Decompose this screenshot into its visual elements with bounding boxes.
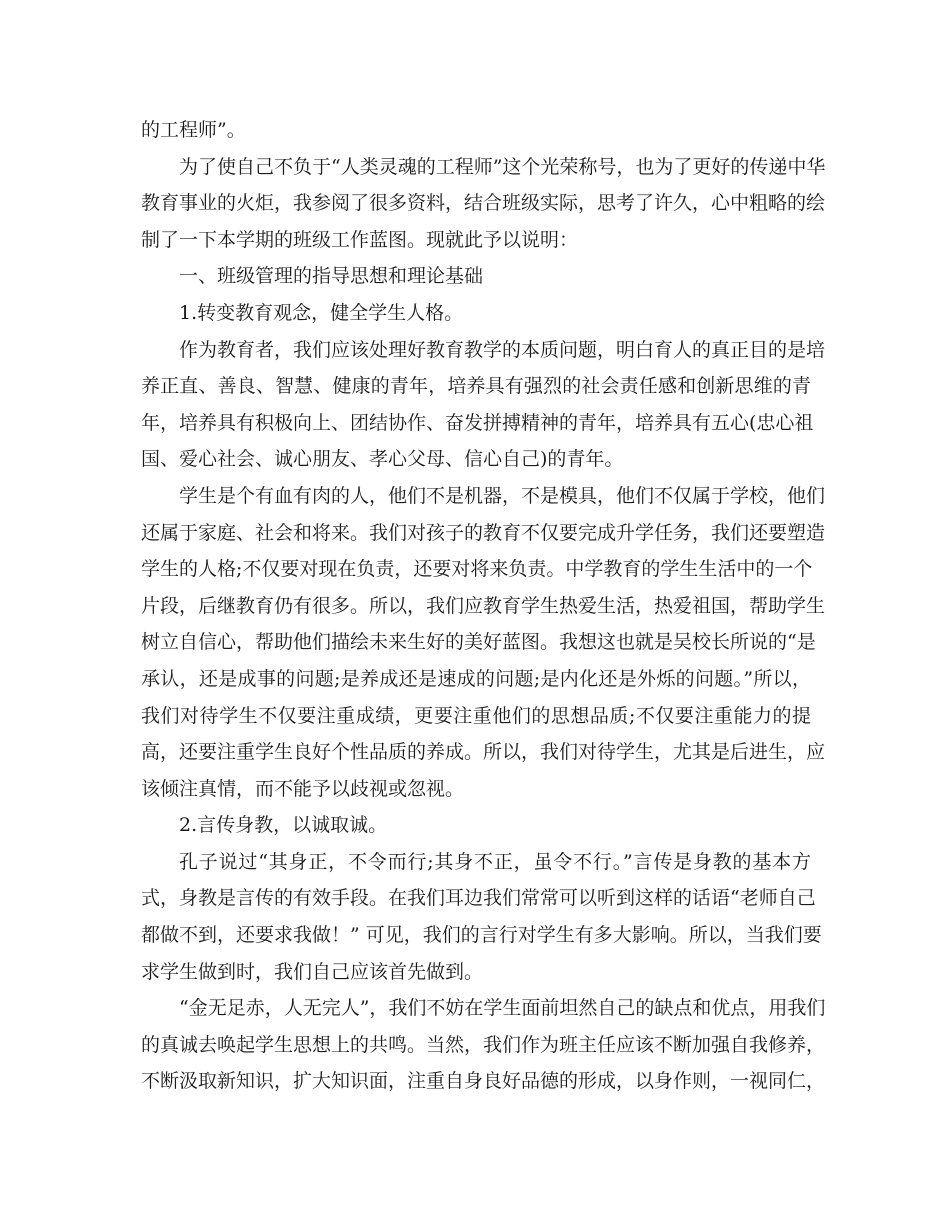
text-line: 还属于家庭、社会和将来。我们对孩子的教育不仅要完成升学任务，我们还要塑造 (141, 521, 826, 544)
text-line: 年，培养具有积极向上、团结协作、奋发拼搏精神的青年，培养具有五心(忠心祖 (141, 411, 814, 434)
text-line: 不断汲取新知识，扩大知识面，注重自身良好品德的形成，以身作则，一视同仁， (141, 1070, 826, 1093)
document-body (141, 112, 826, 1100)
text-line: 学生是个有血有肉的人，他们不是机器，不是模具，他们不仅属于学校，他们 (179, 484, 826, 507)
text-line: 教育事业的火炬，我参阅了很多资料，结合班级实际，思考了许久，心中粗略的绘 (141, 192, 826, 215)
text-line: 孔子说过“其身正，不令而行;其身不正，虽令不行。”言传是身教的基本方 (179, 850, 811, 873)
text-line: 为了使自己不负于“人类灵魂的工程师”这个光荣称号，也为了更好的传递中华 (179, 155, 826, 178)
text-line: 一、班级管理的指导思想和理论基础 (179, 265, 484, 288)
text-line: 作为教育者，我们应该处理好教育教学的本质问题，明白育人的真正目的是培 (179, 338, 826, 361)
text-line: 都做不到，还要求我做！” 可见，我们的言行对学生有多大影响。所以，当我们要 (141, 924, 822, 947)
text-line: 高，还要注重学生良好个性品质的养成。所以，我们对待学生，尤其是后进生，应 (141, 741, 826, 764)
text-line: 式，身教是言传的有效手段。在我们耳边我们常常可以听到这样的话语“老师自己 (141, 887, 816, 910)
text-line: 求学生做到时，我们自己应该首先做到。 (141, 960, 484, 983)
text-line: 的真诚去唤起学生思想上的共鸣。当然，我们作为班主任应该不断加强自我修养， (141, 1033, 826, 1056)
text-line: 1.转变教育观念，健全学生人格。 (179, 301, 464, 324)
text-line: 我们对待学生不仅要注重成绩，更要注重他们的思想品质;不仅要注重能力的提 (141, 704, 811, 727)
text-line: 树立自信心，帮助他们描绘未来生好的美好蓝图。我想这也就是吴校长所说的“是 (141, 631, 816, 654)
text-line: 2.言传身教，以诚取诚。 (179, 814, 388, 837)
text-line: 承认，还是成事的问题;是养成还是速成的问题;是内化还是外烁的问题。”所以， (141, 667, 811, 690)
text-line: 该倾注真情，而不能予以歧视或忽视。 (141, 777, 465, 800)
text-line: 国、爱心社会、诚心朋友、孝心父母、信心自己)的青年。 (141, 448, 624, 471)
text-line: 片段，后继教育仍有很多。所以，我们应教育学生热爱生活，热爱祖国，帮助学生 (141, 594, 826, 617)
text-line: “金无足赤，人无完人”，我们不妨在学生面前坦然自己的缺点和优点，用我们 (179, 997, 826, 1020)
text-line: 的工程师”。 (141, 119, 246, 141)
text-line: 学生的人格;不仅要对现在负责，还要对将来负责。中学教育的学生生活中的一个 (141, 558, 813, 581)
text-line: 养正直、善良、智慧、健康的青年，培养具有强烈的社会责任感和创新思维的青 (141, 375, 811, 398)
text-line: 制了一下本学期的班级工作蓝图。现就此予以说明： (141, 228, 579, 251)
